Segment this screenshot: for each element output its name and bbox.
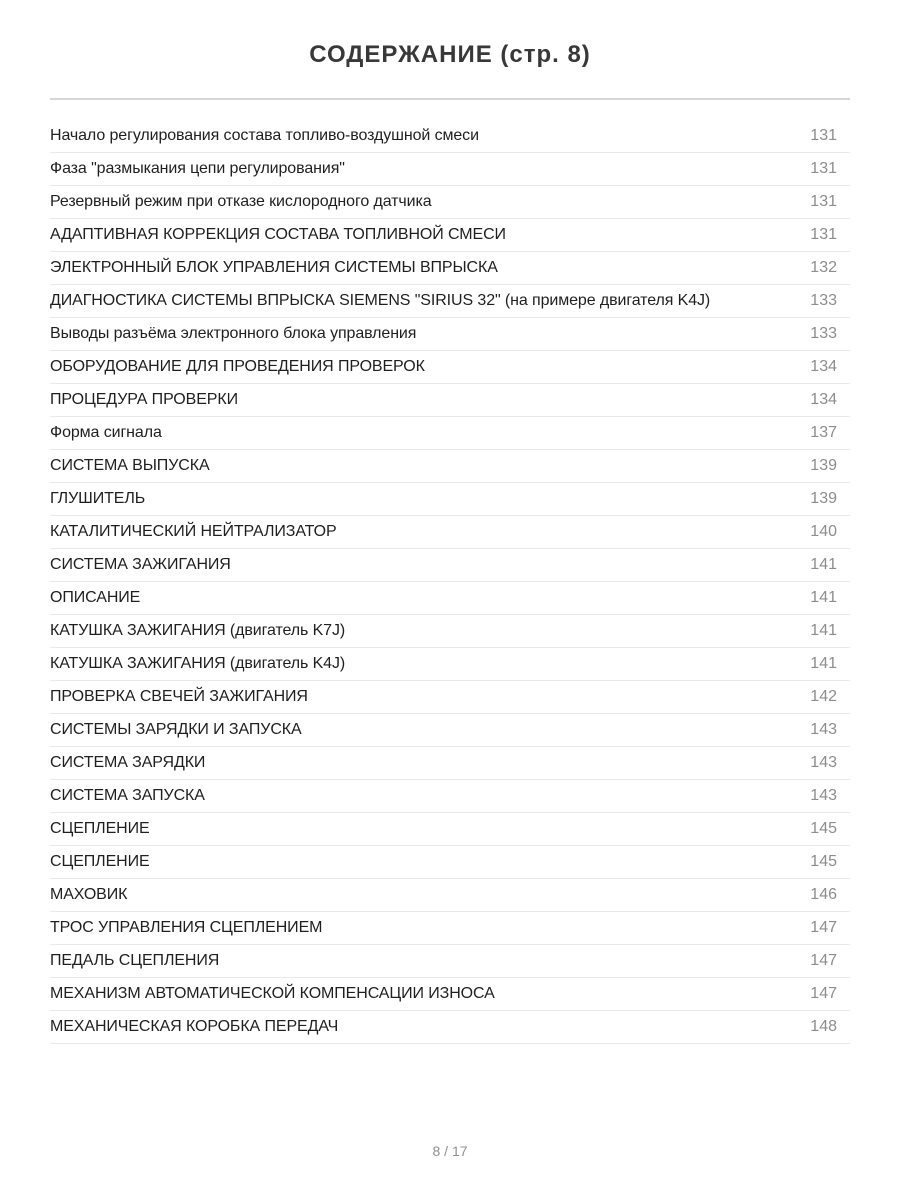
page-indicator: 8 / 17 xyxy=(432,1143,468,1159)
toc-entry-label: Резервный режим при отказе кислородного датчика xyxy=(50,193,432,210)
toc-entry-label: СИСТЕМА ЗАПУСКА xyxy=(50,787,205,804)
toc-entry-label: КАТУШКА ЗАЖИГАНИЯ (двигатель K4J) xyxy=(50,655,346,672)
toc-entry-label: ПЕДАЛЬ СЦЕПЛЕНИЯ xyxy=(50,952,220,969)
toc-entry-label: СИСТЕМЫ ЗАРЯДКИ И ЗАПУСКА xyxy=(50,721,302,738)
toc-entry xyxy=(50,285,850,318)
toc-entry xyxy=(50,549,850,582)
toc-entry-page: 134 xyxy=(810,358,837,375)
toc-entry-page: 133 xyxy=(810,292,837,309)
toc-entry-label: Начало регулирования состава топливо-воздушной смеси xyxy=(50,127,479,144)
toc-entry-label: ЭЛЕКТРОННЫЙ БЛОК УПРАВЛЕНИЯ СИСТЕМЫ ВПРЫСКА xyxy=(50,259,498,276)
toc-entry-label: ГЛУШИТЕЛЬ xyxy=(50,490,146,507)
toc-entry-label: КАТАЛИТИЧЕСКИЙ НЕЙТРАЛИЗАТОР xyxy=(50,523,337,540)
toc-entry xyxy=(50,417,850,450)
toc-list xyxy=(50,120,850,1044)
toc-entry-page: 148 xyxy=(810,1018,837,1035)
toc-entry-label: ДИАГНОСТИКА СИСТЕМЫ ВПРЫСКА SIEMENS "SIRIUS 32" (на примере двигателя K4J) xyxy=(50,292,711,309)
toc-entry xyxy=(50,351,850,384)
toc-entry-label: СИСТЕМА ВЫПУСКА xyxy=(50,457,210,474)
toc-entry-label: СЦЕПЛЕНИЕ xyxy=(50,853,150,870)
toc-entry-label: СИСТЕМА ЗАРЯДКИ xyxy=(50,754,206,771)
toc-entry-page: 131 xyxy=(810,160,837,177)
toc-entry xyxy=(50,912,850,945)
toc-entry-page: 143 xyxy=(810,787,837,804)
toc-entry-page: 143 xyxy=(810,754,837,771)
toc-entry xyxy=(50,516,850,549)
toc-entry-label: Фаза "размыкания цепи регулирования" xyxy=(50,160,345,177)
toc-entry xyxy=(50,582,850,615)
toc-entry xyxy=(50,714,850,747)
toc-entry-page: 141 xyxy=(810,655,837,672)
toc-entry-label: СЦЕПЛЕНИЕ xyxy=(50,820,150,837)
toc-entry xyxy=(50,252,850,285)
toc-entry-page: 147 xyxy=(810,919,837,936)
toc-entry-page: 134 xyxy=(810,391,837,408)
toc-entry-label: Форма сигнала xyxy=(50,424,162,441)
toc-entry xyxy=(50,186,850,219)
toc-entry-label: СИСТЕМА ЗАЖИГАНИЯ xyxy=(50,556,231,573)
toc-entry-label: ПРОЦЕДУРА ПРОВЕРКИ xyxy=(50,391,238,408)
toc-entry xyxy=(50,780,850,813)
toc-entry-page: 141 xyxy=(810,589,837,606)
toc-entry xyxy=(50,813,850,846)
toc-entry-page: 145 xyxy=(810,820,837,837)
toc-entry-page: 146 xyxy=(810,886,837,903)
toc-entry-page: 141 xyxy=(810,556,837,573)
toc-entry-page: 142 xyxy=(810,688,837,705)
toc-entry xyxy=(50,978,850,1011)
toc-entry-label: ОПИСАНИЕ xyxy=(50,589,141,606)
toc-entry-page: 131 xyxy=(810,127,837,144)
toc-entry xyxy=(50,450,850,483)
toc-entry xyxy=(50,153,850,186)
toc-entry-label: Выводы разъёма электронного блока управления xyxy=(50,325,417,342)
toc-entry-page: 145 xyxy=(810,853,837,870)
toc-entry xyxy=(50,747,850,780)
toc-entry-page: 143 xyxy=(810,721,837,738)
toc-entry xyxy=(50,219,850,252)
toc-entry-page: 131 xyxy=(810,193,837,210)
toc-entry xyxy=(50,318,850,351)
toc-entry-label: МЕХАНИЧЕСКАЯ КОРОБКА ПЕРЕДАЧ xyxy=(50,1018,339,1035)
toc-entry-page: 137 xyxy=(810,424,837,441)
toc-entry xyxy=(50,681,850,714)
toc-entry xyxy=(50,615,850,648)
toc-entry-label: МАХОВИК xyxy=(50,886,128,903)
toc-entry-label: АДАПТИВНАЯ КОРРЕКЦИЯ СОСТАВА ТОПЛИВНОЙ СМЕСИ xyxy=(50,226,506,243)
toc-entry xyxy=(50,879,850,912)
toc-entry-label: МЕХАНИЗМ АВТОМАТИЧЕСКОЙ КОМПЕНСАЦИИ ИЗНОСА xyxy=(50,985,495,1002)
page-title: СОДЕРЖАНИЕ (стр. 8) xyxy=(309,41,591,68)
toc-entry-page: 132 xyxy=(810,259,837,276)
toc-entry-page: 131 xyxy=(810,226,837,243)
toc-entry-label: ОБОРУДОВАНИЕ ДЛЯ ПРОВЕДЕНИЯ ПРОВЕРОК xyxy=(50,358,425,375)
toc-entry xyxy=(50,846,850,879)
toc-entry xyxy=(50,1011,850,1044)
toc-entry-label: КАТУШКА ЗАЖИГАНИЯ (двигатель K7J) xyxy=(50,622,346,639)
toc-entry-page: 147 xyxy=(810,985,837,1002)
toc-entry-page: 139 xyxy=(810,457,837,474)
toc-entry xyxy=(50,483,850,516)
toc-entry xyxy=(50,945,850,978)
toc-entry-page: 133 xyxy=(810,325,837,342)
toc-entry xyxy=(50,120,850,153)
toc-entry-label: ПРОВЕРКА СВЕЧЕЙ ЗАЖИГАНИЯ xyxy=(50,688,308,705)
toc-entry-page: 140 xyxy=(810,523,837,540)
toc-entry xyxy=(50,384,850,417)
toc-entry-page: 147 xyxy=(810,952,837,969)
title-divider xyxy=(50,98,850,100)
toc-entry xyxy=(50,648,850,681)
toc-entry-page: 139 xyxy=(810,490,837,507)
toc-entry-page: 141 xyxy=(810,622,837,639)
toc-entry-label: ТРОС УПРАВЛЕНИЯ СЦЕПЛЕНИЕМ xyxy=(50,919,323,936)
